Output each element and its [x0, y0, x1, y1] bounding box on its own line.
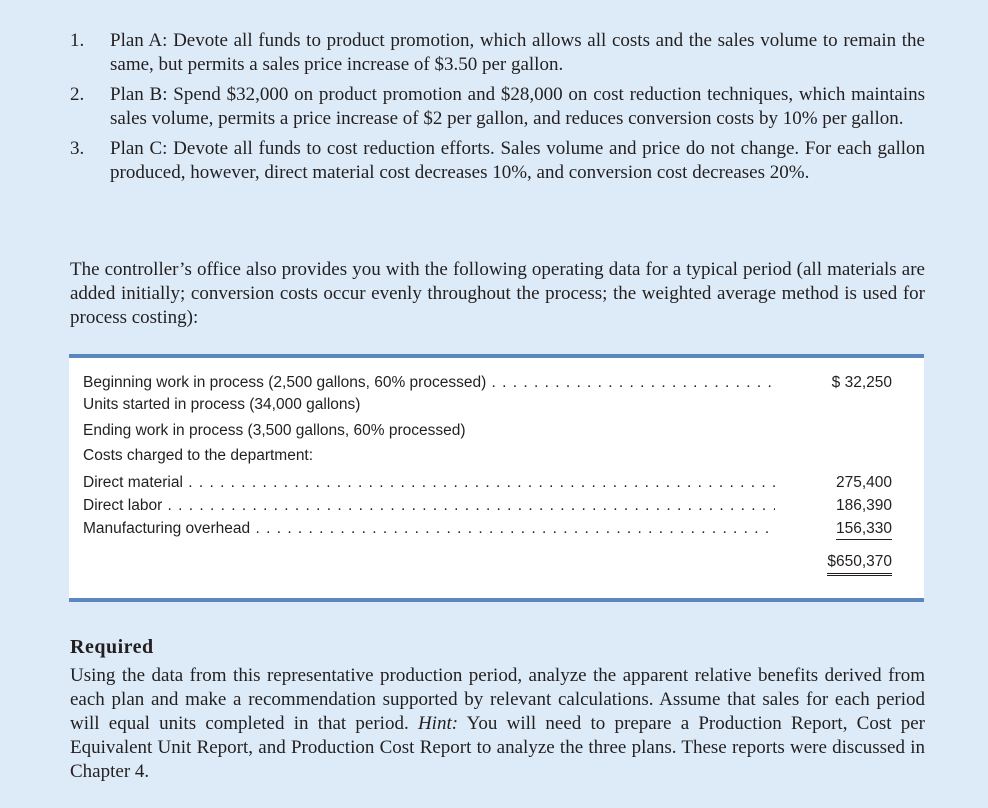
manufacturing-overhead-value: 156,330	[836, 519, 892, 540]
total-row	[69, 551, 924, 573]
dot-leader	[183, 474, 775, 491]
plan-number: 3.	[70, 138, 85, 159]
required-text-hint: You will need to prepare a Production Report, Cost per Equivalent Unit Report, and Production Cost Report to analyze the three plans. These reports were discussed in Chapter 4.	[70, 713, 925, 782]
direct-labor-value: 186,390	[835, 497, 892, 514]
beginning-wip-label: Beginning work in process (2,500 gallons, 60% processed)	[83, 374, 487, 391]
direct-material-label: Direct material	[83, 474, 183, 491]
plan-item-b	[70, 83, 925, 131]
direct-material-value: 275,400	[835, 474, 892, 491]
plan-list	[70, 29, 925, 191]
intro-paragraph: The controller’s office also provides you with the following operating data for a typical period (all materials are added initially; conversion costs occur evenly throughout the process; the weighted average method is used for process costing):	[70, 259, 925, 328]
beginning-wip-row	[69, 372, 924, 394]
ending-wip-row	[69, 420, 924, 442]
units-started-row	[69, 394, 924, 416]
units-started-label: Units started in process (34,000 gallons)	[83, 396, 361, 413]
hint-label: Hint:	[417, 713, 459, 734]
manufacturing-overhead-label: Manufacturing overhead	[83, 520, 251, 537]
direct-labor-label: Direct labor	[83, 497, 163, 514]
plan-item-a	[70, 29, 925, 77]
plan-number: 2.	[70, 84, 85, 105]
plan-number: 1.	[70, 30, 85, 51]
direct-labor-row	[69, 495, 924, 517]
beginning-wip-value: $ 32,250	[831, 374, 892, 391]
plan-description: Plan C: Devote all funds to cost reduction efforts. Sales volume and price do not change. For each gallon produced, however, direct material cost decreases 10%, and conversion cost decreases 20%.	[110, 138, 925, 183]
operating-data-table	[69, 354, 924, 602]
required-text-main: Using the data from this representative production period, analyze the apparent relative benefits derived from each plan and make a recommendation supported by relevant calculations. Assume that sales for each period will equal units completed in that period.	[70, 665, 925, 734]
ending-wip-label: Ending work in process (3,500 gallons, 60% processed)	[83, 422, 466, 439]
total-costs-value: $650,370	[827, 552, 892, 576]
manufacturing-overhead-row	[69, 518, 924, 540]
dot-leader	[162, 497, 775, 514]
direct-material-row	[69, 472, 924, 494]
required-paragraph	[70, 664, 925, 784]
plan-item-c	[70, 137, 925, 185]
costs-heading-label: Costs charged to the department:	[83, 447, 314, 464]
required-heading: Required	[70, 636, 154, 658]
costs-heading-row	[69, 445, 924, 467]
dot-leader	[486, 374, 775, 391]
plan-description: Plan B: Spend $32,000 on product promotion and $28,000 on cost reduction techniques, which maintains sales volume, permits a price increase of $2 per gallon, and reduces conversion costs by 10% per gallon.	[110, 84, 925, 129]
plan-description: Plan A: Devote all funds to product promotion, which allows all costs and the sales volume to remain the same, but permits a sales price increase of $3.50 per gallon.	[110, 30, 925, 75]
dot-leader	[250, 520, 775, 537]
